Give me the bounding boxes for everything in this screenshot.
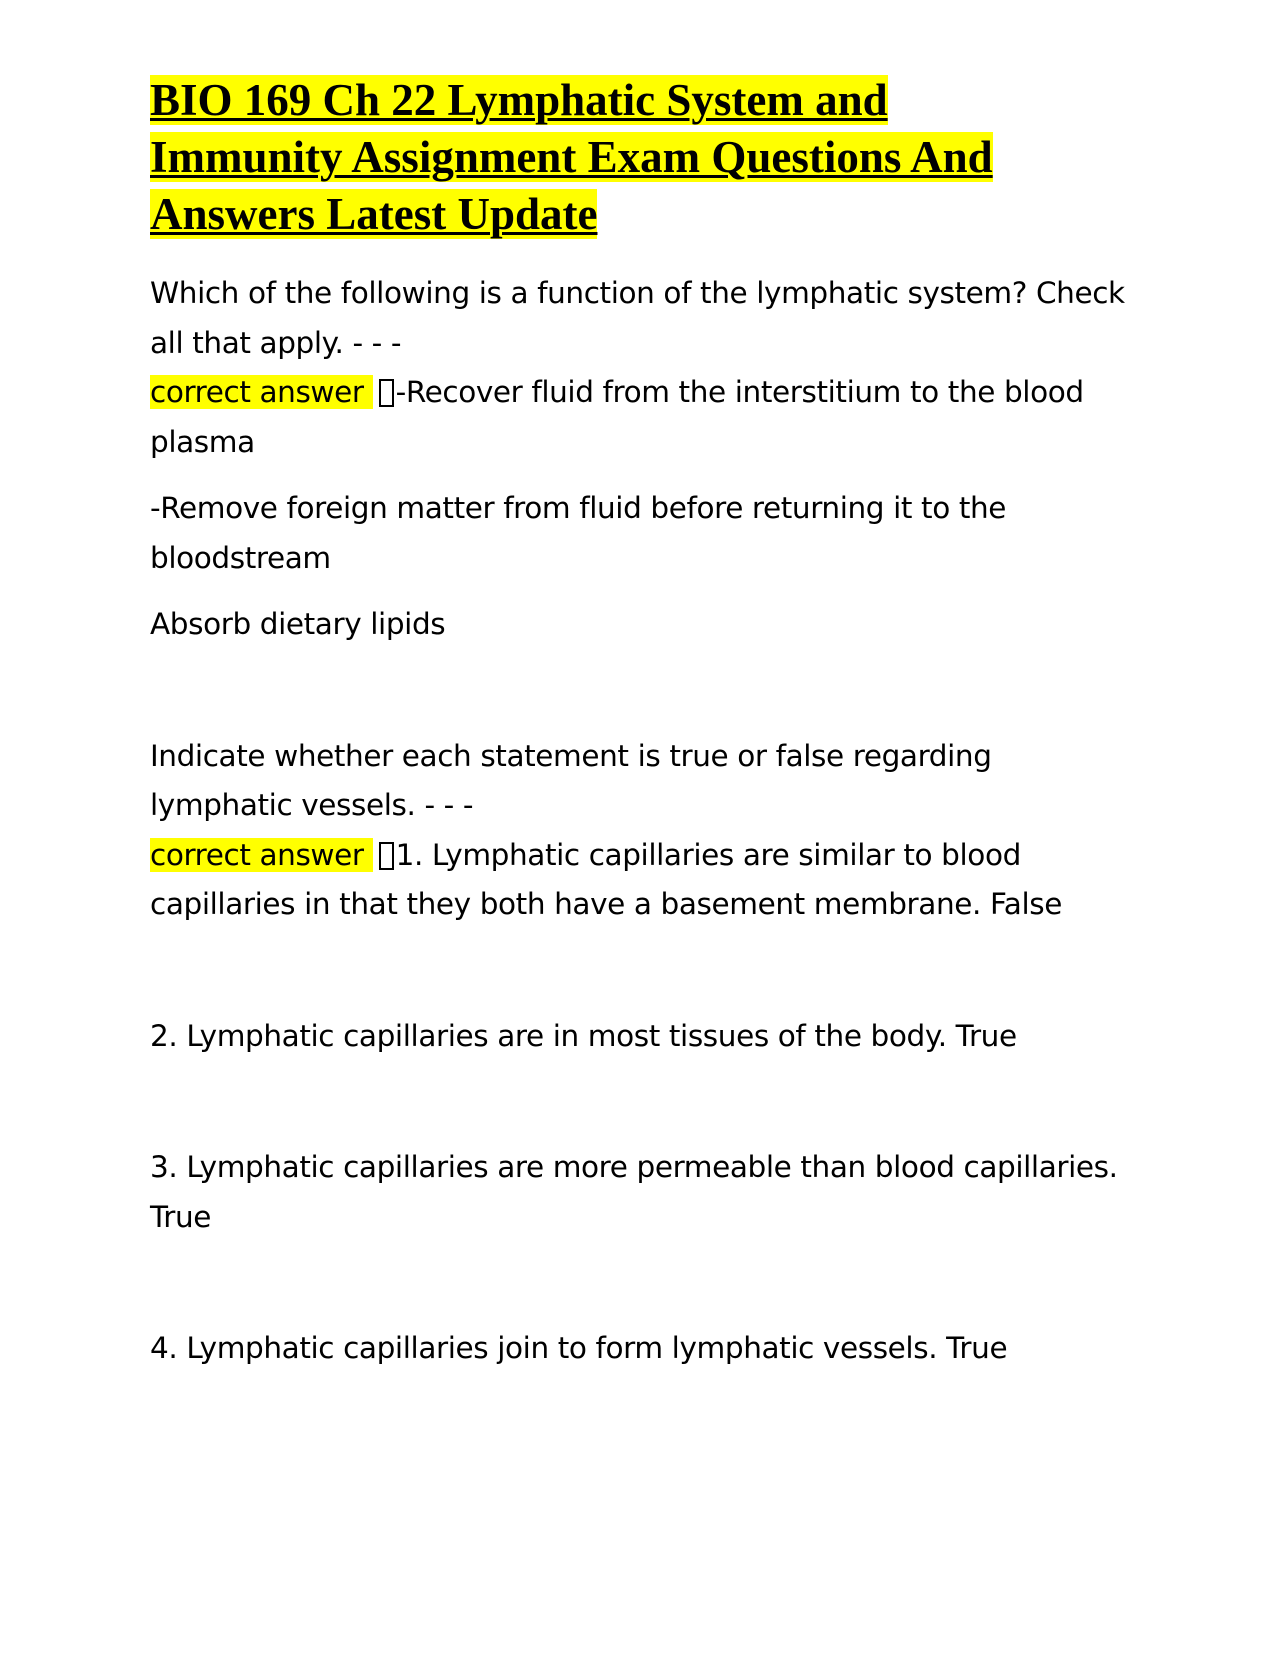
statement-4: [150, 1324, 1140, 1374]
correct-answer-label: correct answer: [150, 837, 373, 872]
missing-glyph-icon: [379, 379, 394, 407]
question-1: [150, 269, 1140, 467]
statement-3-line-2: True: [150, 1199, 212, 1234]
title-line-2: Immunity Assignment Exam Questions And: [150, 132, 993, 182]
missing-glyph-icon: [379, 842, 394, 870]
answer-1-item-2-line-2: bloodstream: [150, 540, 331, 575]
answer-2-line-2: capillaries in that they both have a basement membrane. False: [150, 887, 1062, 921]
statement-4-line-1: 4. Lymphatic capillaries join to form lymphatic vessels. True: [150, 1331, 1008, 1365]
answer-2-line-1: 1. Lymphatic capillaries are similar to blood: [395, 837, 1021, 872]
answer-1-item-2: [150, 484, 1140, 583]
document-content: [150, 72, 1140, 1374]
answer-1-item-3: [150, 600, 1140, 650]
statement-2-line-1: 2. Lymphatic capillaries are in most tissues of the body. True: [150, 1018, 1017, 1053]
question-2-line-1: Indicate whether each statement is true or false regarding: [150, 738, 992, 773]
document-title: [150, 72, 1140, 243]
question-1-line-1: Which of the following is a function of the lymphatic system? Check: [150, 276, 1125, 310]
answer-1-line-1: -Recover fluid from the interstitium to the blood: [395, 375, 1084, 409]
title-line-1: BIO 169 Ch 22 Lymphatic System and: [150, 75, 888, 125]
correct-answer-label: correct answer: [150, 375, 373, 409]
answer-1-item-2-line-1: -Remove foreign matter from fluid before returning it to the: [150, 491, 1007, 525]
statement-3-line-1: 3. Lymphatic capillaries are more permeable than blood capillaries.: [150, 1150, 1118, 1184]
answer-1-line-2: plasma: [150, 424, 255, 459]
answer-1-item-3-line-1: Absorb dietary lipids: [150, 607, 446, 641]
question-1-line-2: all that apply. - - -: [150, 325, 402, 360]
question-2-line-2: lymphatic vessels. - - -: [150, 788, 474, 822]
statement-2: [150, 1012, 1140, 1062]
title-line-3: Answers Latest Update: [150, 189, 598, 239]
statement-3: [150, 1143, 1140, 1242]
question-2: [150, 732, 1140, 930]
